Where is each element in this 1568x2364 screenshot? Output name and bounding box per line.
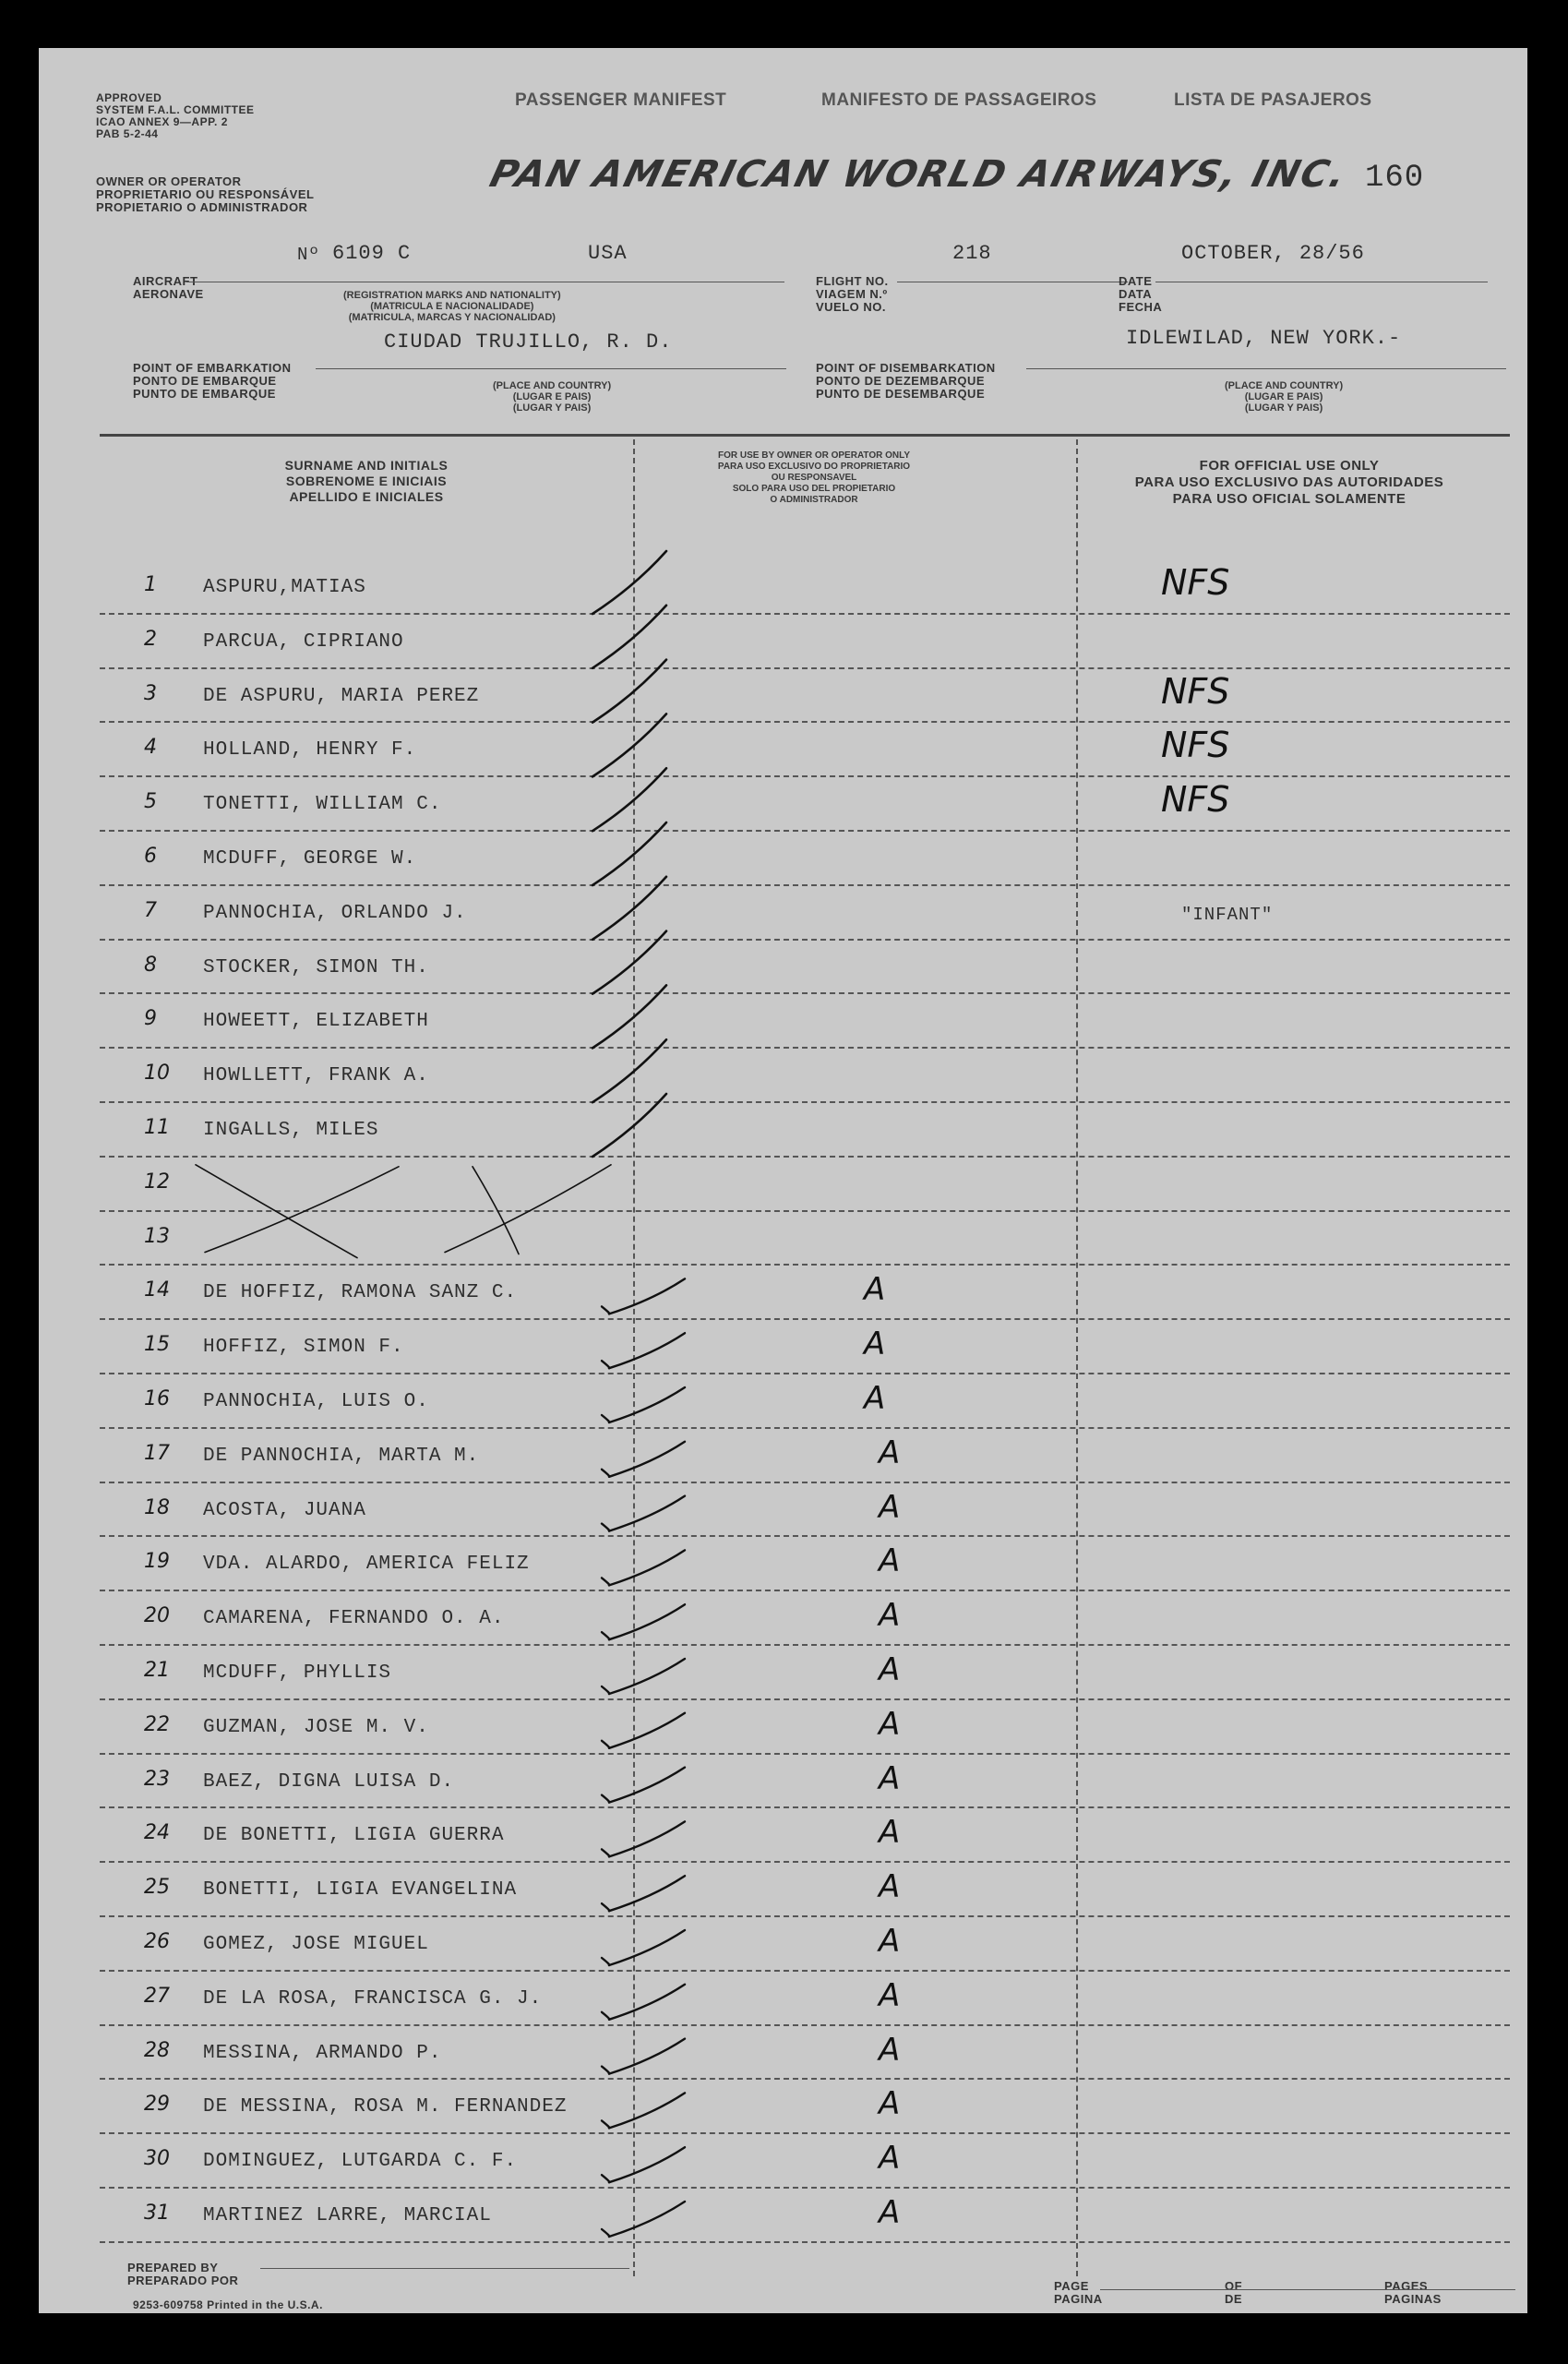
owner-mark: A bbox=[879, 1651, 901, 1688]
row-number: 15 bbox=[144, 1333, 170, 1357]
passenger-name: MCDUFF, PHYLLIS bbox=[203, 1662, 392, 1684]
owner-mark: A bbox=[879, 1597, 901, 1635]
passenger-name: HOLLAND, HENRY F. bbox=[203, 739, 417, 762]
check-mark bbox=[602, 2067, 609, 2074]
page-of-label: PAGE bbox=[1054, 2279, 1089, 2293]
owner-mark: A bbox=[879, 1705, 901, 1743]
check-mark bbox=[609, 1550, 685, 1585]
passenger-name: BONETTI, LIGIA EVANGELINA bbox=[203, 1879, 518, 1902]
passenger-name: BAEZ, DIGNA LUISA D. bbox=[203, 1770, 455, 1793]
passenger-name: VDA. ALARDO, AMERICA FELIZ bbox=[203, 1554, 530, 1576]
row-number: 23 bbox=[144, 1767, 170, 1791]
check-mark bbox=[592, 660, 666, 723]
owner-mark: A bbox=[879, 2031, 901, 2069]
row-number: 17 bbox=[144, 1441, 170, 1465]
row-number: 1 bbox=[144, 573, 157, 596]
row-number: 24 bbox=[144, 1821, 170, 1845]
passenger-name: DE MESSINA, ROSA M. FERNANDEZ bbox=[203, 2096, 568, 2118]
owner-mark: A bbox=[864, 1271, 886, 1309]
row-number: 5 bbox=[144, 790, 157, 814]
row-number: 26 bbox=[144, 1930, 170, 1953]
check-mark bbox=[592, 606, 666, 668]
owner-mark: A bbox=[864, 1380, 886, 1417]
disembarkation-place: IDLEWILAD, NEW YORK.- bbox=[1126, 327, 1402, 350]
title-portuguese: MANIFESTO DE PASSAGEIROS bbox=[821, 90, 1097, 110]
check-mark bbox=[602, 1524, 609, 1531]
check-mark bbox=[609, 1496, 685, 1531]
flight-date: OCTOBER, 28/56 bbox=[1181, 242, 1365, 265]
passenger-name: DE PANNOCHIA, MARTA M. bbox=[203, 1445, 480, 1467]
passenger-name: HOWLLETT, FRANK A. bbox=[203, 1065, 429, 1087]
check-mark bbox=[592, 1094, 666, 1157]
embarkation-label: POINT OF EMBARKATION PONTO DE EMBARQUE PUNTO DE EMBARQUE bbox=[133, 361, 292, 401]
passenger-name: DOMINGUEZ, LUTGARDA C. F. bbox=[203, 2151, 518, 2173]
check-mark bbox=[609, 1604, 685, 1639]
check-mark bbox=[609, 1659, 685, 1694]
flight-label: FLIGHT NO. VIAGEM N.º VUELO NO. bbox=[816, 274, 889, 314]
aircraft-label: AIRCRAFT AERONAVE bbox=[133, 274, 204, 301]
row-number: 10 bbox=[144, 1062, 170, 1086]
row-number: 14 bbox=[144, 1278, 170, 1302]
passenger-name: PANNOCHIA, LUIS O. bbox=[203, 1391, 429, 1412]
official-note: NFS bbox=[1161, 779, 1230, 821]
row-number: 30 bbox=[144, 2147, 170, 2171]
check-mark bbox=[602, 1795, 609, 1803]
row-number: 6 bbox=[144, 845, 157, 868]
passenger-name: DE BONETTI, LIGIA GUERRA bbox=[203, 1825, 505, 1847]
check-mark bbox=[609, 1713, 685, 1748]
check-mark bbox=[205, 1167, 399, 1253]
row-number: 31 bbox=[144, 2202, 170, 2225]
passenger-name: TONETTI, WILLIAM C. bbox=[203, 794, 442, 816]
owner-mark: A bbox=[879, 1542, 901, 1580]
passenger-name: GOMEZ, JOSE MIGUEL bbox=[203, 1934, 429, 1955]
owner-mark: A bbox=[879, 1976, 901, 2014]
prepared-by-label: PREPARED BY PREPARADO POR bbox=[127, 2261, 239, 2287]
form-number: 9253-609758 Printed in the U.S.A. bbox=[133, 2298, 323, 2311]
manifest-sheet: APPROVED SYSTEM F.A.L. COMMITTEE ICAO ANNEX 9—APP. 2 PAB 5-2-44 PASSENGER MANIFEST MANIFESTO DE PASSAGEIROS LISTA DE PASAJEROS OWNER OR OPERATOR PROPRIETARIO OU RESPONSÁVEL PROPIETARIO O ADMINISTRADOR PAN AMERICAN WORLD AIRWAYS, INC. 160 Nº 6109 C USA 218 OCTOBER, 28/56 AIRCRAFT AERONAVE (REGISTRATION MARKS AND NATIONALITY) (MATRICULA E NACIONALIDADE) (MATRICULA, MARCAS Y NACIONALIDAD) FLIGHT NO. VIAGEM N.º VUELO NO. DATE DATA FECHA CIUDAD TRUJILLO, R. D. IDLEWILAD, NEW YORK.- POINT OF EMBARKATION PONTO DE EMBARQUE PUNTO DE EMBARQUE (PLACE AND COUNTRY) (LUGAR E PAIS) (LUGAR Y PAIS) POINT OF DISEMBARKATION PONTO DE DEZEMBARQUE PUNTO DE DESEMBARQUE (PLACE AND COUNTRY) (LUGAR E PAIS) (LUGAR Y PAIS) SURNAME AND INITIALS SOBRENOME E INICIAIS APELLIDO E INICIALES FOR USE BY OWNER OR OPERATOR ONLY PARA USO EXCLUSIVO DO PROPRIETARIO OU RESPONSAVEL SOLO PARA USO DEL PROPIETARIO O ADMINISTRADOR FOR OFFICIAL USE ONLY PARA USO EXCLUSIVO DAS AUTORIDADES PARA USO OFICIAL SOLAMENTE 1 ASPURU,MATIAS NFS 2 PARCUA, CIPRIANO 3 DE ASPURU, MARIA PEREZ NFS 4 HOLLAND, HENRY F. NFS 5 TONETTI, WILLIAM C. NFS 6 MCDUFF, GEORGE W. 7 PANNOCHIA, ORLANDO J. "INFANT" 8 STOCKER, SIMON TH. 9 HOWEETT, ELIZABETH 10 HOWLLETT, FRANK A. 11 INGALLS, MILES 12 13 14 DE HOFFIZ, RAMONA SANZ C. A 15 HOFFIZ, SIMON F. A 16 PANNOCHIA, LUIS O. A 17 DE PANNOCHIA, MARTA M. A 18 ACOSTA, JUANA A 19 VDA. ALARDO, AMERICA FELIZ A 20 CAMARENA, FERNANDO O. A. A 21 MCDUFF, PHYLLIS A 22 GUZMAN, JOSE M. V. A 23 BAEZ, DIGNA LUISA D. A 24 DE BONETTI, LIGIA GUERRA A 25 BONETTI, LIGIA EVANGELINA A 26 GOMEZ, JOSE MIGUEL A 27 DE LA ROSA, FRANCISCA G. J. A 28 MESSINA, ARMANDO P. A 29 DE MESSINA, ROSA M. FERNANDEZ A 30 DOMINGUEZ, LUTGARDA C. F. A 31 MARTINEZ LARRE, MARCIAL A PREPARED BY PREPARADO POR 9253-609758 Printed in the U.S.A. PAGE PAGINA OF DE PAGES PAGINAS bbox=[39, 48, 1527, 2313]
check-mark bbox=[592, 877, 666, 940]
check-mark bbox=[602, 1578, 609, 1585]
registration-caption: (REGISTRATION MARKS AND NATIONALITY) (MATRICULA E NACIONALIDADE) (MATRICULA, MARCAS Y NACIONALIDAD) bbox=[343, 290, 561, 323]
check-mark bbox=[445, 1165, 611, 1253]
row-number: 3 bbox=[144, 681, 157, 705]
owner-mark: A bbox=[879, 1868, 901, 1906]
check-mark bbox=[602, 1741, 609, 1748]
check-mark bbox=[602, 1686, 609, 1694]
passenger-name: MCDUFF, GEORGE W. bbox=[203, 848, 417, 870]
check-mark bbox=[602, 1903, 609, 1911]
check-mark bbox=[592, 985, 666, 1048]
passenger-name: HOFFIZ, SIMON F. bbox=[203, 1337, 404, 1359]
row-number: 29 bbox=[144, 2093, 170, 2117]
passenger-name: ASPURU,MATIAS bbox=[203, 577, 366, 598]
passenger-name: HOWEETT, ELIZABETH bbox=[203, 1011, 429, 1033]
check-mark bbox=[592, 931, 666, 994]
check-mark bbox=[592, 714, 666, 776]
check-mark bbox=[602, 1415, 609, 1422]
passenger-name: MESSINA, ARMANDO P. bbox=[203, 2042, 442, 2064]
check-mark bbox=[592, 768, 666, 831]
owner-mark: A bbox=[879, 1488, 901, 1526]
passenger-name: STOCKER, SIMON TH. bbox=[203, 956, 429, 978]
check-mark bbox=[473, 1167, 519, 1254]
row-number: 2 bbox=[144, 627, 157, 651]
check-mark bbox=[592, 551, 666, 614]
check-mark bbox=[609, 2093, 685, 2128]
check-mark bbox=[609, 1985, 685, 2020]
owner-mark: A bbox=[879, 2194, 901, 2231]
check-mark bbox=[609, 2202, 685, 2237]
check-mark bbox=[592, 822, 666, 885]
check-mark bbox=[602, 2175, 609, 2182]
owner-mark: A bbox=[879, 1923, 901, 1960]
row-number: 20 bbox=[144, 1604, 170, 1628]
aircraft-registration: 6109 C bbox=[332, 242, 412, 265]
flight-number: 218 bbox=[952, 242, 992, 265]
check-mark bbox=[602, 1306, 609, 1314]
row-number: 28 bbox=[144, 2038, 170, 2062]
owner-mark: A bbox=[879, 1759, 901, 1797]
operator-name: PAN AMERICAN WORLD AIRWAYS, INC. bbox=[485, 153, 1352, 196]
page-number: 160 bbox=[1365, 161, 1425, 196]
check-mark bbox=[602, 1849, 609, 1856]
official-note: NFS bbox=[1161, 725, 1230, 766]
embarkation-caption: (PLACE AND COUNTRY) (LUGAR E PAIS) (LUGAR Y PAIS) bbox=[493, 380, 612, 414]
column-header-owner: FOR USE BY OWNER OR OPERATOR ONLY PARA USO EXCLUSIVO DO PROPRIETARIO OU RESPONSAVEL SOLO PARA USO DEL PROPIETARIO O ADMINISTRADOR bbox=[717, 450, 911, 505]
row-number: 12 bbox=[144, 1170, 170, 1194]
ink-marks bbox=[39, 48, 1527, 2313]
row-number: 8 bbox=[144, 953, 157, 977]
disembarkation-caption: (PLACE AND COUNTRY) (LUGAR E PAIS) (LUGAR Y PAIS) bbox=[1225, 380, 1344, 414]
passenger-name: DE LA ROSA, FRANCISCA G. J. bbox=[203, 1987, 543, 2010]
passenger-name: PARCUA, CIPRIANO bbox=[203, 630, 404, 653]
owner-mark: A bbox=[864, 1326, 886, 1363]
row-number: 21 bbox=[144, 1659, 170, 1682]
owner-mark: A bbox=[879, 1814, 901, 1852]
check-mark bbox=[609, 1387, 685, 1422]
embarkation-place: CIUDAD TRUJILLO, R. D. bbox=[384, 330, 673, 354]
check-mark bbox=[602, 1632, 609, 1639]
row-number: 13 bbox=[144, 1224, 170, 1248]
check-mark bbox=[609, 2039, 685, 2074]
check-mark bbox=[602, 2012, 609, 2020]
title-spanish: LISTA DE PASAJEROS bbox=[1174, 90, 1372, 110]
check-mark bbox=[609, 1930, 685, 1965]
aircraft-nationality: USA bbox=[588, 242, 628, 265]
title-english: PASSENGER MANIFEST bbox=[515, 90, 727, 110]
row-number: 27 bbox=[144, 1984, 170, 2008]
row-number: 9 bbox=[144, 1007, 157, 1031]
row-number: 18 bbox=[144, 1495, 170, 1519]
owner-mark: A bbox=[879, 2140, 901, 2178]
passenger-name: DE ASPURU, MARIA PEREZ bbox=[203, 685, 480, 707]
check-mark bbox=[609, 1821, 685, 1856]
passenger-name: DE HOFFIZ, RAMONA SANZ C. bbox=[203, 1282, 518, 1304]
check-mark bbox=[609, 1876, 685, 1911]
owner-mark: A bbox=[879, 2085, 901, 2123]
check-mark bbox=[592, 1039, 666, 1102]
row-number: 19 bbox=[144, 1550, 170, 1574]
official-note: NFS bbox=[1161, 670, 1230, 712]
passenger-name: PANNOCHIA, ORLANDO J. bbox=[203, 902, 467, 924]
aircraft-prefix: Nº bbox=[297, 245, 320, 265]
row-number: 7 bbox=[144, 898, 157, 922]
passenger-name: MARTINEZ LARRE, MARCIAL bbox=[203, 2205, 492, 2226]
row-number: 22 bbox=[144, 1712, 170, 1736]
approval-block: APPROVED SYSTEM F.A.L. COMMITTEE ICAO ANNEX 9—APP. 2 PAB 5-2-44 bbox=[96, 91, 255, 140]
check-mark bbox=[609, 1278, 685, 1314]
check-mark bbox=[602, 1470, 609, 1477]
row-number: 11 bbox=[144, 1116, 170, 1139]
passenger-name: ACOSTA, JUANA bbox=[203, 1499, 366, 1521]
infant-note: "INFANT" bbox=[1181, 904, 1274, 925]
check-mark bbox=[609, 1442, 685, 1477]
owner-label: OWNER OR OPERATOR PROPRIETARIO OU RESPONSÁVEL PROPIETARIO O ADMINISTRADOR bbox=[96, 174, 315, 214]
passenger-name: INGALLS, MILES bbox=[203, 1120, 379, 1141]
row-number: 16 bbox=[144, 1387, 170, 1410]
check-mark bbox=[196, 1165, 357, 1258]
check-mark bbox=[602, 1958, 609, 1965]
owner-mark: A bbox=[879, 1434, 901, 1471]
date-label: DATE DATA FECHA bbox=[1119, 274, 1163, 314]
column-header-official: FOR OFFICIAL USE ONLY PARA USO EXCLUSIVO DAS AUTORIDADES PARA USO OFICIAL SOLAMENTE bbox=[1134, 458, 1444, 507]
passenger-name: GUZMAN, JOSE M. V. bbox=[203, 1716, 429, 1738]
check-mark bbox=[602, 2120, 609, 2128]
check-mark bbox=[609, 1768, 685, 1803]
check-mark bbox=[602, 2229, 609, 2237]
check-mark bbox=[609, 1333, 685, 1368]
disembarkation-label: POINT OF DISEMBARKATION PONTO DE DEZEMBARQUE PUNTO DE DESEMBARQUE bbox=[816, 361, 996, 401]
passenger-name: CAMARENA, FERNANDO O. A. bbox=[203, 1608, 505, 1630]
check-mark bbox=[609, 2147, 685, 2182]
column-header-name: SURNAME AND INITIALS SOBRENOME E INICIAIS APELLIDO E INICIALES bbox=[284, 458, 449, 504]
row-number: 4 bbox=[144, 736, 157, 760]
check-mark bbox=[602, 1361, 609, 1368]
row-number: 25 bbox=[144, 1876, 170, 1900]
official-note: NFS bbox=[1161, 562, 1230, 603]
